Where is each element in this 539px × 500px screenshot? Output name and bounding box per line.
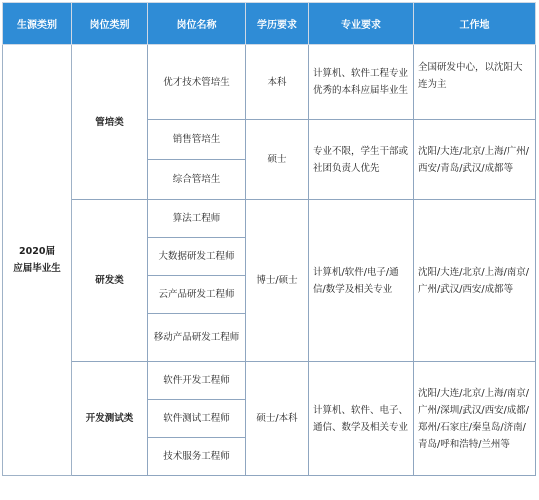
job-title-cell: 优才技术管培生 bbox=[148, 45, 246, 120]
job-category-management-trainee: 管培类 bbox=[72, 45, 148, 200]
education-cell: 博士/硕士 bbox=[246, 200, 309, 362]
job-title-cell: 技术服务工程师 bbox=[148, 438, 246, 476]
job-title-cell: 云产品研发工程师 bbox=[148, 276, 246, 314]
job-title-cell: 综合管培生 bbox=[148, 160, 246, 200]
education-cell: 硕士/本科 bbox=[246, 362, 309, 476]
job-title-cell: 大数据研发工程师 bbox=[148, 238, 246, 276]
major-cell: 专业不限，学生干部或社团负责人优先 bbox=[309, 120, 414, 200]
table-row bbox=[3, 200, 536, 238]
header-education: 学历要求 bbox=[246, 3, 309, 45]
location-cell: 沈阳/大连/北京/上海/广州/西安/青岛/武汉/成都等 bbox=[414, 120, 536, 200]
job-title-cell: 软件开发工程师 bbox=[148, 362, 246, 400]
major-cell: 计算机、软件、电子、通信、数学及相关专业 bbox=[309, 362, 414, 476]
header-row bbox=[3, 3, 536, 45]
source-category-cell: 2020届 应届毕业生 bbox=[3, 45, 72, 476]
education-cell: 本科 bbox=[246, 45, 309, 120]
recruitment-table bbox=[2, 2, 536, 476]
job-title-cell: 销售管培生 bbox=[148, 120, 246, 160]
header-major: 专业要求 bbox=[309, 3, 414, 45]
job-title-cell: 软件测试工程师 bbox=[148, 400, 246, 438]
job-category-rd: 研发类 bbox=[72, 200, 148, 362]
location-cell: 全国研发中心，以沈阳大连为主 bbox=[414, 45, 536, 120]
education-cell: 硕士 bbox=[246, 120, 309, 200]
job-category-dev-test: 开发测试类 bbox=[72, 362, 148, 476]
table-body bbox=[3, 45, 536, 476]
location-cell: 沈阳/大连/北京/上海/南京/广州/深圳/武汉/西安/成都/郑州/石家庄/秦皇岛/济南/青岛/呼和浩特/兰州等 bbox=[414, 362, 536, 476]
location-cell: 沈阳/大连/北京/上海/南京/广州/武汉/西安/成都等 bbox=[414, 200, 536, 362]
job-title-cell: 移动产品研发工程师 bbox=[148, 314, 246, 362]
major-cell: 计算机、软件工程专业优秀的本科应届毕业生 bbox=[309, 45, 414, 120]
table-header bbox=[3, 3, 536, 45]
header-source-category: 生源类别 bbox=[3, 3, 72, 45]
header-location: 工作地 bbox=[414, 3, 536, 45]
table-row bbox=[3, 45, 536, 120]
header-job-title: 岗位名称 bbox=[148, 3, 246, 45]
header-job-category: 岗位类别 bbox=[72, 3, 148, 45]
job-title-cell: 算法工程师 bbox=[148, 200, 246, 238]
table-row bbox=[3, 362, 536, 400]
major-cell: 计算机/软件/电子/通信/数学及相关专业 bbox=[309, 200, 414, 362]
